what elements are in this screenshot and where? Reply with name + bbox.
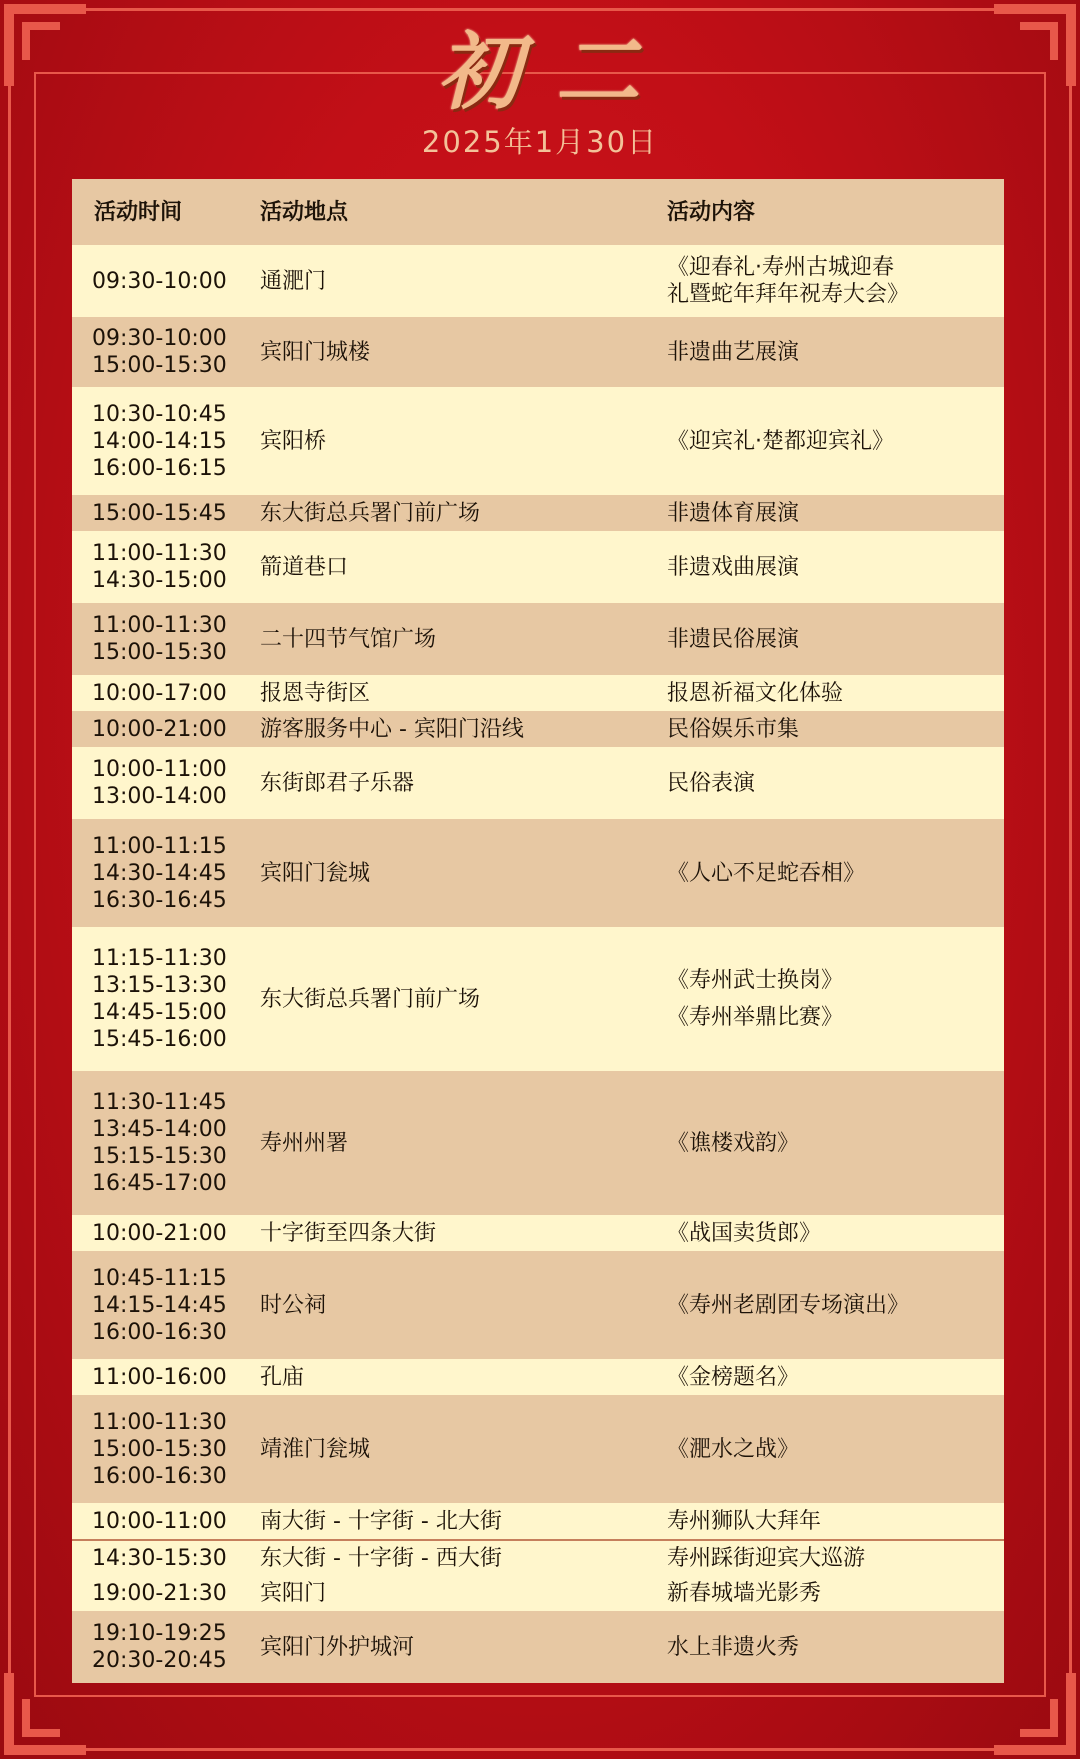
row-content: 非遗戏曲展演	[667, 554, 800, 580]
page-title: 初二	[436, 22, 673, 121]
row-place: 宾阳门	[260, 1580, 327, 1606]
table-row	[72, 1071, 1004, 1215]
row-time: 10:00-11:00 13:00-14:00	[92, 757, 227, 809]
table-row	[72, 675, 1004, 711]
header-content: 活动内容	[667, 199, 756, 225]
table-row	[72, 531, 1004, 603]
row-time: 10:00-11:00	[92, 1508, 227, 1534]
row-content: 《战国卖货郎》	[667, 1220, 822, 1246]
row-time: 09:30-10:00	[92, 268, 227, 294]
table-row	[72, 1575, 1004, 1611]
table-row	[72, 747, 1004, 819]
row-content: 非遗体育展演	[667, 500, 800, 526]
row-place: 靖淮门瓮城	[260, 1436, 371, 1462]
row-content: 报恩祈福文化体验	[667, 680, 844, 706]
table-row	[72, 1215, 1004, 1251]
table-row	[72, 1503, 1004, 1539]
row-place: 宾阳桥	[260, 428, 327, 454]
row-content: 新春城墙光影秀	[667, 1580, 822, 1606]
row-content: 《寿州武士换岗》 《寿州举鼎比赛》	[667, 968, 844, 1030]
table-row	[72, 1395, 1004, 1503]
row-content: 《谯楼戏韵》	[667, 1130, 800, 1156]
table-row	[72, 387, 1004, 495]
row-time: 19:00-21:30	[92, 1580, 227, 1606]
row-time: 14:30-15:30	[92, 1545, 227, 1571]
row-content: 民俗表演	[667, 770, 756, 796]
row-content: 民俗娱乐市集	[667, 716, 800, 742]
header-place: 活动地点	[260, 199, 349, 225]
row-time: 11:00-11:15 14:30-14:45 16:30-16:45	[92, 833, 227, 913]
row-place: 宾阳门城楼	[260, 339, 371, 365]
row-content: 《人心不足蛇吞相》	[667, 860, 866, 886]
schedule-table	[72, 179, 1004, 1683]
event-date: 2025年1月30日	[421, 125, 659, 159]
row-place: 南大街 - 十字街 - 北大街	[260, 1508, 502, 1534]
row-content: 《寿州老剧团专场演出》	[667, 1292, 910, 1318]
row-content: 《迎春礼·寿州古城迎春 礼暨蛇年拜年祝寿大会》	[667, 255, 910, 307]
table-row	[72, 819, 1004, 927]
row-time: 10:00-21:00	[92, 1220, 227, 1246]
table-row	[72, 495, 1004, 531]
row-place: 孔庙	[260, 1364, 305, 1390]
row-place: 宾阳门瓮城	[260, 860, 371, 886]
row-place: 宾阳门外护城河	[260, 1634, 415, 1660]
row-time: 11:00-11:30 15:00-15:30 16:00-16:30	[92, 1409, 227, 1489]
row-place: 东大街总兵署门前广场	[260, 986, 481, 1012]
row-place: 东大街 - 十字街 - 西大街	[260, 1545, 502, 1571]
row-time: 11:00-11:30 15:00-15:30	[92, 613, 227, 665]
row-place: 时公祠	[260, 1292, 327, 1318]
table-row	[72, 711, 1004, 747]
row-content: 《淝水之战》	[667, 1436, 800, 1462]
row-time: 15:00-15:45	[92, 500, 227, 526]
row-place: 寿州州署	[260, 1130, 349, 1156]
header-time: 活动时间	[94, 199, 183, 225]
row-place: 通淝门	[260, 268, 327, 294]
table-row	[72, 317, 1004, 387]
row-content: 《迎宾礼·楚都迎宾礼》	[667, 428, 894, 454]
row-place: 报恩寺街区	[260, 680, 371, 706]
row-time: 19:10-19:25 20:30-20:45	[92, 1621, 227, 1673]
row-time: 10:00-17:00	[92, 680, 227, 706]
row-time: 10:45-11:15 14:15-14:45 16:00-16:30	[92, 1265, 227, 1345]
table-row	[72, 1539, 1004, 1575]
table-header	[72, 179, 1004, 245]
row-content: 寿州踩街迎宾大巡游	[667, 1545, 866, 1571]
row-place: 东街郎君子乐器	[260, 770, 415, 796]
table-row	[72, 927, 1004, 1071]
row-place: 东大街总兵署门前广场	[260, 500, 481, 526]
row-time: 11:00-16:00	[92, 1364, 227, 1390]
row-time: 10:30-10:45 14:00-14:15 16:00-16:15	[92, 401, 227, 481]
row-time: 10:00-21:00	[92, 716, 227, 742]
row-place: 箭道巷口	[260, 554, 349, 580]
row-place: 二十四节气馆广场	[260, 626, 437, 652]
row-place: 游客服务中心 - 宾阳门沿线	[260, 716, 524, 742]
row-time: 11:00-11:30 14:30-15:00	[92, 541, 227, 593]
row-time: 11:15-11:30 13:15-13:30 14:45-15:00 15:45-16:00	[92, 946, 227, 1052]
row-time: 09:30-10:00 15:00-15:30	[92, 326, 227, 378]
row-content: 水上非遗火秀	[667, 1634, 800, 1660]
row-content: 寿州狮队大拜年	[667, 1508, 822, 1534]
row-content: 《金榜题名》	[667, 1364, 800, 1390]
row-content: 非遗民俗展演	[667, 626, 800, 652]
row-content: 非遗曲艺展演	[667, 339, 800, 365]
row-time: 11:30-11:45 13:45-14:00 15:15-15:30 16:45-17:00	[92, 1090, 227, 1196]
row-place: 十字街至四条大街	[260, 1220, 437, 1246]
title-block	[0, 22, 1080, 160]
table-row	[72, 603, 1004, 675]
table-row	[72, 245, 1004, 317]
table-row	[72, 1359, 1004, 1395]
table-row	[72, 1251, 1004, 1359]
table-row	[72, 1611, 1004, 1683]
